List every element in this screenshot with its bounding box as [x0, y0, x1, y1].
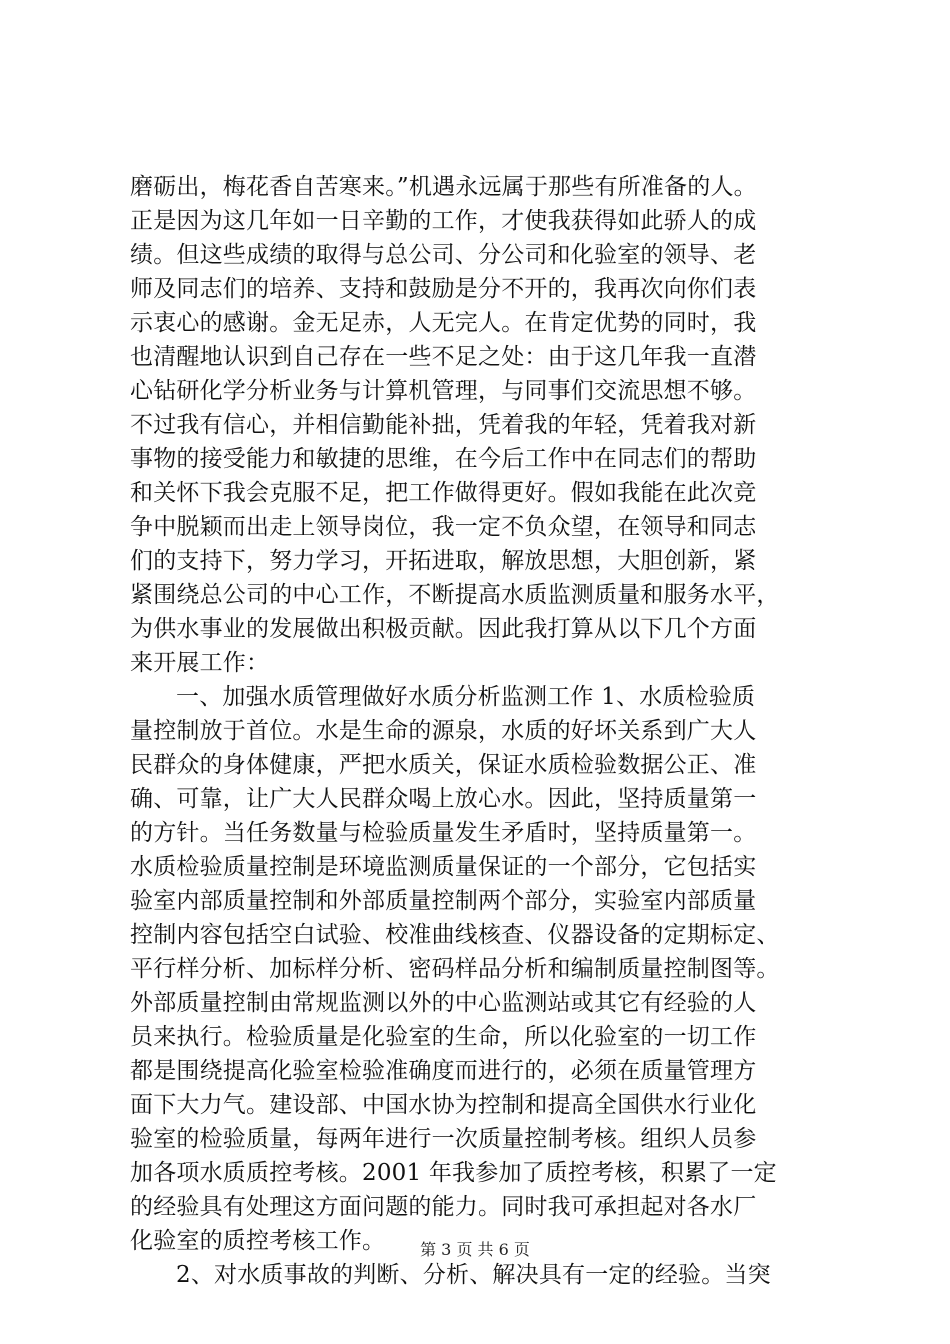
- page-number-label: 第 3 页 共 6 页: [420, 1240, 530, 1259]
- text-line: 们的支持下，努力学习，开拓进取，解放思想，大胆创新，紧: [130, 548, 757, 574]
- text-line: 量控制放于首位。水是生命的源泉，水质的好坏关系到广大人: [130, 718, 757, 744]
- text-line: 也清醒地认识到自己存在一些不足之处：由于这几年我一直潜: [130, 344, 757, 370]
- text-line: 面下大力气。建设部、中国水协为控制和提高全国供水行业化: [130, 1092, 757, 1118]
- text-line: 都是围绕提高化验室检验准确度而进行的，必须在质量管理方: [130, 1058, 757, 1084]
- text-line: 紧围绕总公司的中心工作，不断提高水质监测质量和服务水平，: [130, 582, 780, 608]
- text-line: 加各项水质质控考核。2001 年我参加了质控考核，积累了一定: [130, 1160, 777, 1186]
- text-line: 为供水事业的发展做出积极贡献。因此我打算从以下几个方面: [130, 616, 757, 642]
- text-line: 和关怀下我会克服不足，把工作做得更好。假如我能在此次竞: [130, 480, 757, 506]
- text-line: 争中脱颖而出走上领导岗位，我一定不负众望，在领导和同志: [130, 514, 757, 540]
- text-line: 外部质量控制由常规监测以外的中心监测站或其它有经验的人: [130, 990, 757, 1016]
- text-line: 确、可靠，让广大人民群众喝上放心水。因此，坚持质量第一: [130, 786, 757, 812]
- text-line: 验室内部质量控制和外部质量控制两个部分，实验室内部质量: [130, 888, 757, 914]
- text-line: 的经验具有处理这方面问题的能力。同时我可承担起对各水厂: [130, 1194, 757, 1220]
- text-line: 示衷心的感谢。金无足赤，人无完人。在肯定优势的同时，我: [130, 310, 757, 336]
- text-line: 验室的检验质量，每两年进行一次质量控制考核。组织人员参: [130, 1126, 757, 1152]
- page-footer: [0, 1240, 950, 1260]
- text-line: 不过我有信心，并相信勤能补拙，凭着我的年轻，凭着我对新: [130, 412, 757, 438]
- text-line: 水质检验质量控制是环境监测质量保证的一个部分，它包括实: [130, 854, 757, 880]
- text-line: 正是因为这几年如一日辛勤的工作，才使我获得如此骄人的成: [130, 208, 757, 234]
- text-line: 绩。但这些成绩的取得与总公司、分公司和化验室的领导、老: [130, 242, 757, 268]
- text-line: 事物的接受能力和敏捷的思维，在今后工作中在同志们的帮助: [130, 446, 757, 472]
- text-line: 来开展工作：: [130, 650, 270, 676]
- text-line: 心钻研化学分析业务与计算机管理，与同事们交流思想不够。: [130, 378, 757, 404]
- body-text: [130, 170, 830, 1292]
- section-heading-line: 一、加强水质管理做好水质分析监测工作 1、水质检验质: [176, 684, 756, 710]
- text-line: 的方针。当任务数量与检验质量发生矛盾时，坚持质量第一。: [130, 820, 757, 846]
- text-line: 师及同志们的培养、支持和鼓励是分不开的，我再次向你们表: [130, 276, 757, 302]
- text-line: 员来执行。检验质量是化验室的生命，所以化验室的一切工作: [130, 1024, 757, 1050]
- text-line: 化验室的质控考核工作。: [130, 1228, 386, 1254]
- text-line: 磨砺出，梅花香自苦寒来。”机遇永远属于那些有所准备的人。: [130, 174, 757, 200]
- text-line: 控制内容包括空白试验、校准曲线核查、仪器设备的定期标定、: [130, 922, 780, 948]
- text-line: 平行样分析、加标样分析、密码样品分析和编制质量控制图等。: [130, 956, 780, 982]
- text-line: 民群众的身体健康，严把水质关，保证水质检验数据公正、准: [130, 752, 757, 778]
- paragraph-start-line: 2、对水质事故的判断、分析、解决具有一定的经验。当突: [176, 1262, 771, 1288]
